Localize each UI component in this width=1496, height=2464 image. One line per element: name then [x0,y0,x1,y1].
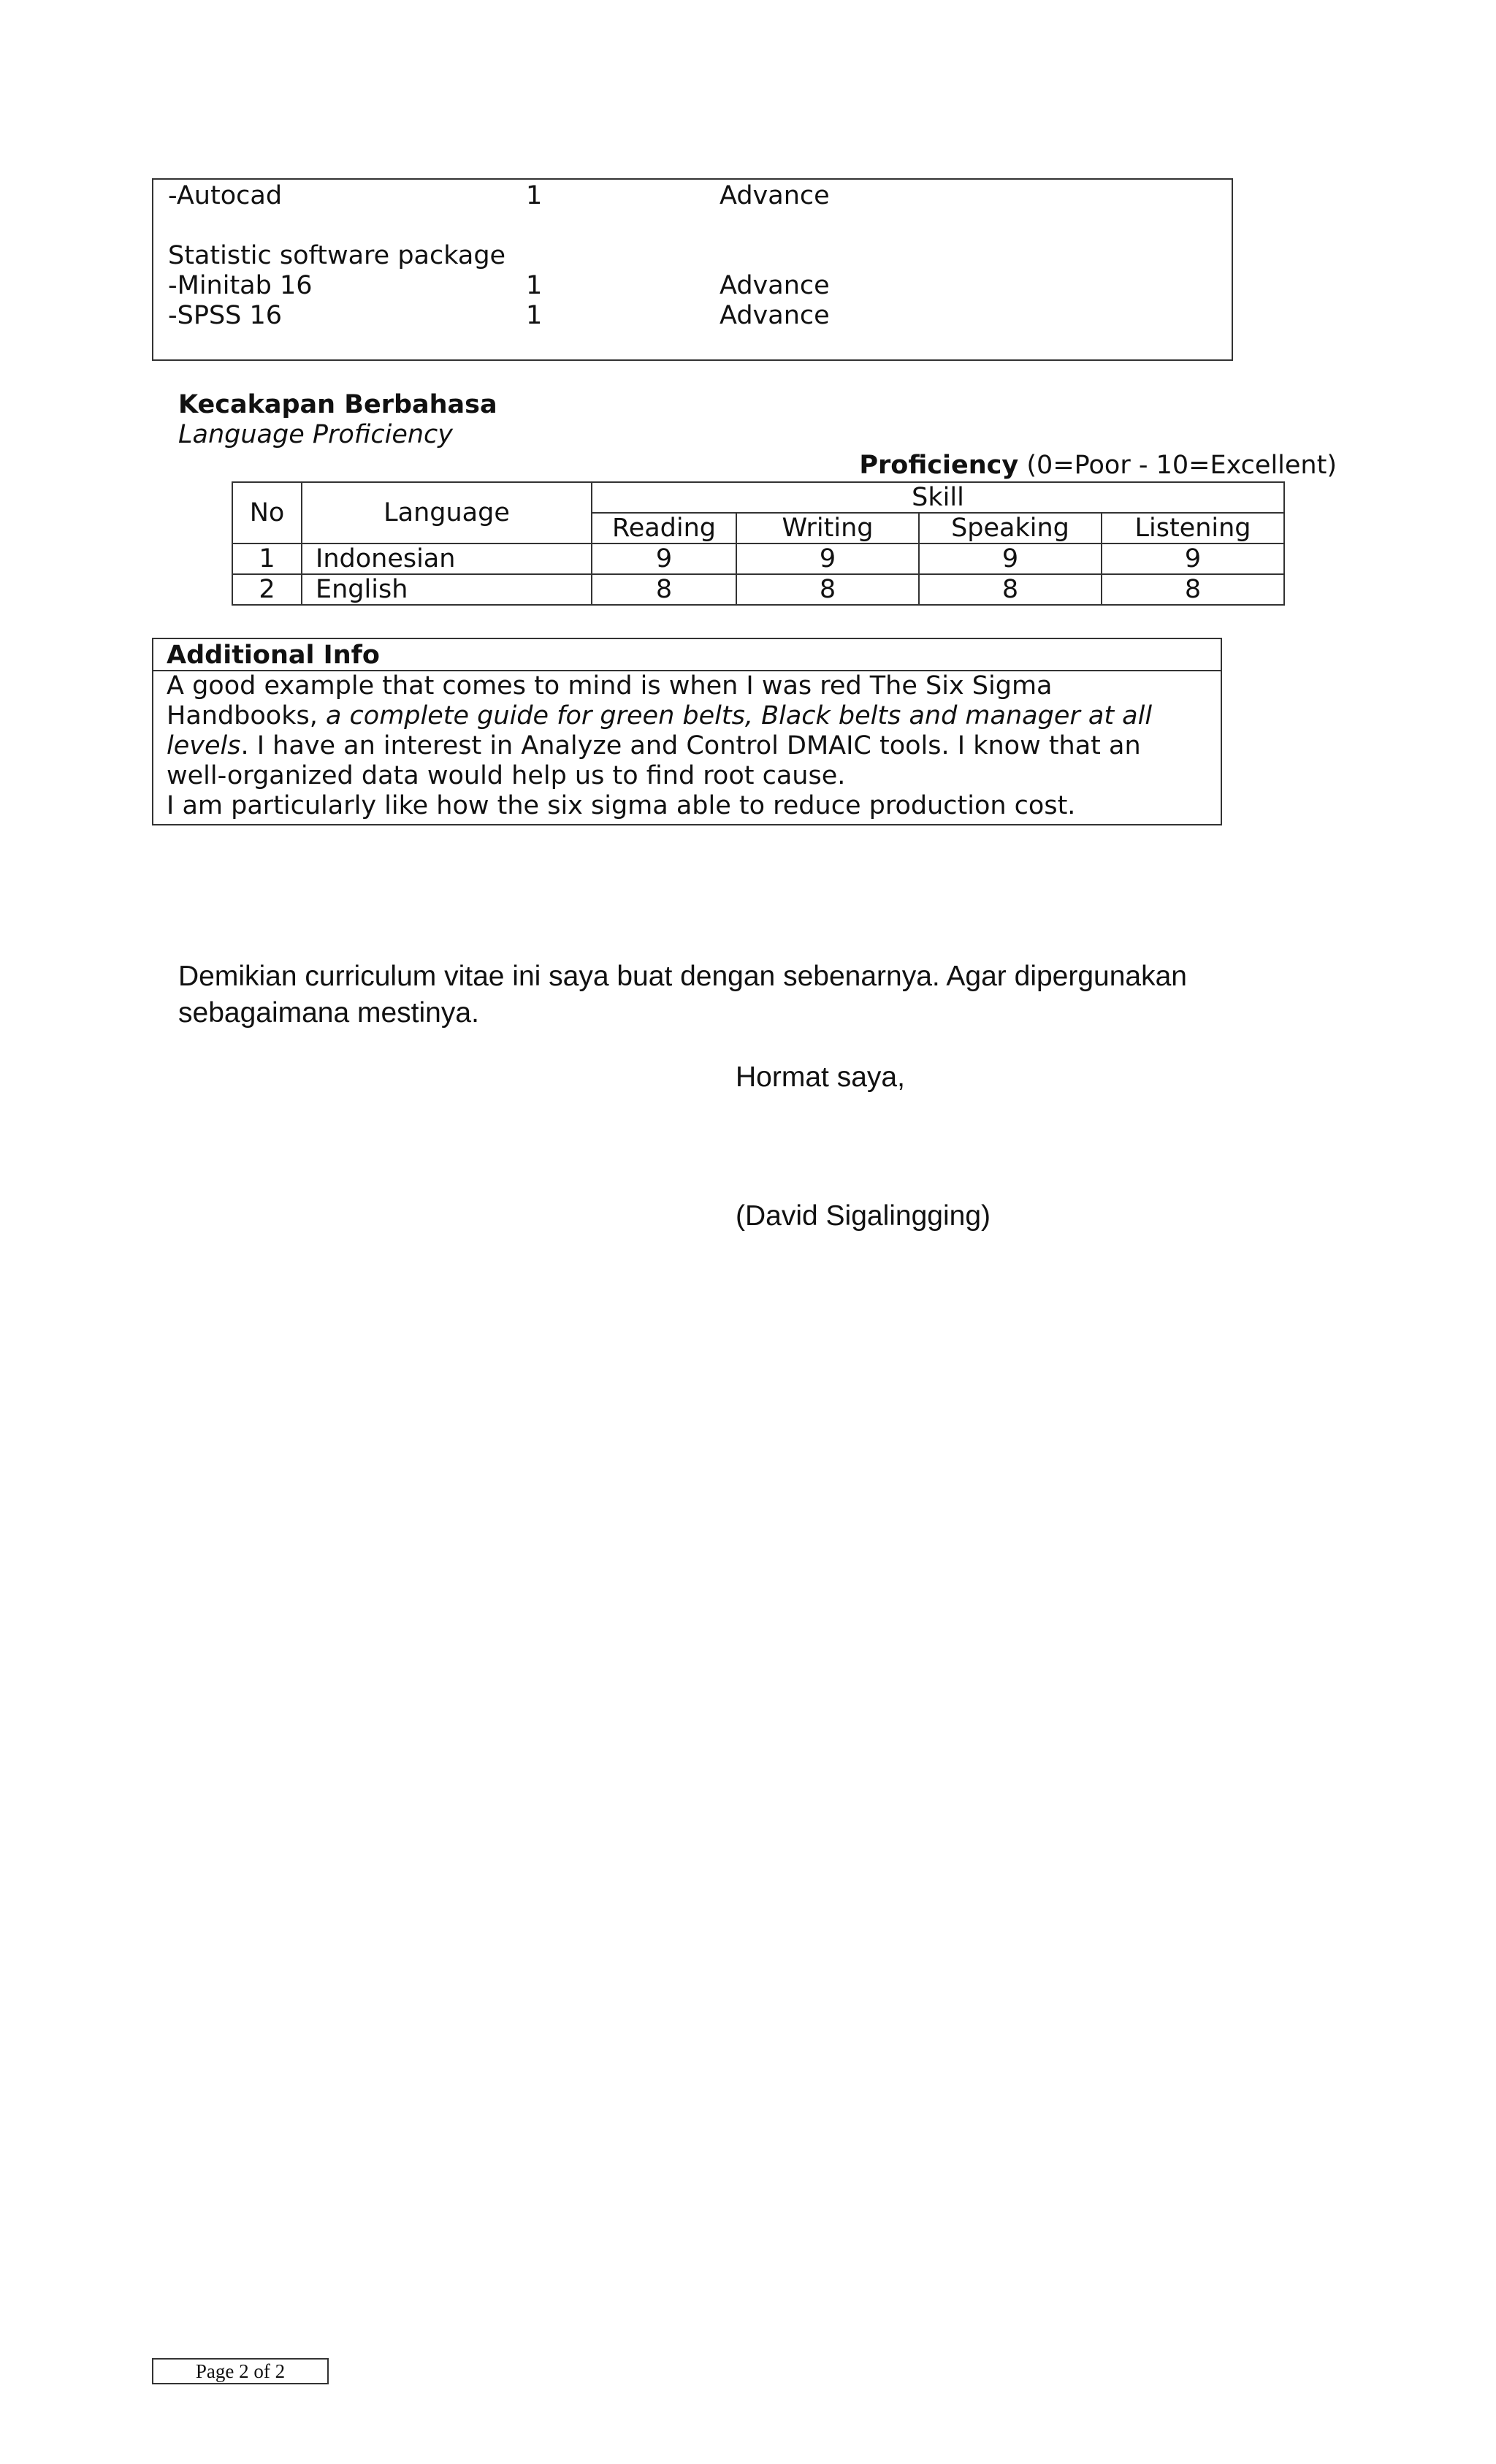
additional-info-body [153,671,1221,824]
cell-language: English [302,574,592,605]
software-name: -Autocad [168,181,283,210]
additional-info-title: Additional Info [153,639,1221,671]
additional-info-text: A good example that comes to mind is when I was red The Six Sigma Handbooks, [167,671,1053,731]
software-group-title: Statistic software package [168,241,506,270]
language-table [232,481,1285,606]
language-section-heading [178,390,497,450]
signature-name: (David Sigalingging) [736,1200,991,1232]
cell-language: Indonesian [302,543,592,574]
software-level: Advance [720,181,830,210]
header-writing: Writing [736,513,919,543]
header-listening: Listening [1102,513,1284,543]
table-header-row [232,482,1284,513]
header-speaking: Speaking [919,513,1102,543]
software-name: -Minitab 16 [168,271,313,300]
software-level: Advance [720,301,830,330]
header-skill: Skill [592,482,1284,513]
software-count: 1 [526,181,543,210]
table-row [232,574,1284,605]
additional-info-box [152,638,1222,825]
language-heading: Kecakapan Berbahasa [178,390,497,419]
software-name: -SPSS 16 [168,301,283,330]
cell-listening: 8 [1102,574,1284,605]
additional-info-text: . I have an interest in Analyze and Control DMAIC tools. I know that an well-organized data would help us to find root cause. [167,731,1141,790]
proficiency-legend [859,451,1337,481]
cell-reading: 9 [592,543,736,574]
software-level: Advance [720,271,830,300]
cell-writing: 8 [736,574,919,605]
additional-info-book-subtitle: a complete guide for green belts, Black belts and manager at all levels [167,701,1153,760]
cell-no: 1 [232,543,302,574]
software-skills-box [152,178,1233,361]
proficiency-legend-scale: (0=Poor - 10=Excellent) [1026,451,1337,480]
software-count: 1 [526,301,543,330]
closing-regards: Hormat saya, [736,1061,905,1093]
language-subheading: Language Proficiency [178,420,454,449]
proficiency-legend-label: Proficiency [859,451,1019,480]
cell-listening: 9 [1102,543,1284,574]
cell-no: 2 [232,574,302,605]
page-number: Page 2 of 2 [152,2358,329,2384]
table-row [232,543,1284,574]
cell-speaking: 9 [919,543,1102,574]
cell-speaking: 8 [919,574,1102,605]
software-count: 1 [526,271,543,300]
closing-statement: Demikian curriculum vitae ini saya buat dengan sebenarnya. Agar dipergunakan sebagaimana mestinya. [178,961,1187,1029]
header-language: Language [302,482,592,543]
header-no: No [232,482,302,543]
header-reading: Reading [592,513,736,543]
cell-writing: 9 [736,543,919,574]
additional-info-text: I am particularly like how the six sigma able to reduce production cost. [167,791,1076,820]
cell-reading: 8 [592,574,736,605]
